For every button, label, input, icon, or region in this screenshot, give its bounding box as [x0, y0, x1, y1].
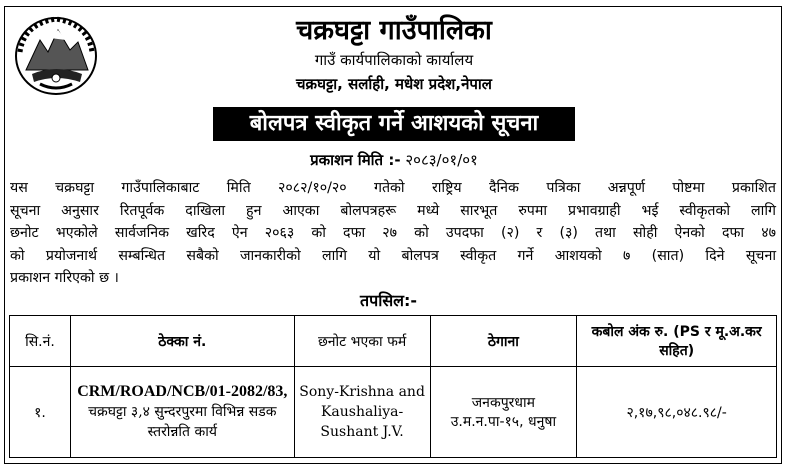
award-table: [9, 315, 777, 458]
contract-code: CRM/ROAD/NCB/01-2082/83,: [77, 383, 288, 400]
address-line-1: जनकपुरधाम: [471, 395, 535, 411]
header-firm: छनोट भएका फर्म: [294, 316, 430, 367]
publish-date-value: २०८३/०१/०१: [405, 151, 478, 169]
body-line: सूचना अनुसार रितपूर्वक दाखिला हुन आएका बोलपत्रहरू मध्ये सारभूत रुपमा प्रभावग्राही भई स्वीकृतको लागि: [10, 202, 776, 219]
office-name: गाउँ कार्यपालिकाको कार्यालय: [314, 51, 474, 69]
cell-address: [430, 367, 577, 458]
publish-date-label: प्रकाशन मिति :-: [310, 151, 401, 169]
cell-amount: २,१७,९८,०४८.९८/-: [577, 367, 777, 458]
address-line-2: उ.म.न.पा-१५, धनुषा: [450, 414, 557, 430]
header-address: ठेगाना: [430, 316, 577, 367]
header-contract: ठेक्का नं.: [70, 316, 294, 367]
cell-sn: १.: [10, 367, 71, 458]
body-line: प्रकाशन गरिएको छ ।: [10, 270, 119, 287]
table-row: [10, 367, 777, 458]
office-address: चक्रघट्टा, सर्लाही, मधेश प्रदेश,नेपाल: [296, 75, 492, 93]
body-line: यस चक्रघट्टा गाउँपालिकाबाट मिति २०८२/१०/२० गतेको राष्ट्रिय दैनिक पत्रिका अन्नपूर्ण पोष्टमा प्रकाशित: [10, 180, 776, 196]
details-heading: तपसिल:-: [360, 291, 418, 310]
municipality-title: चक्रघट्टा गाउँपालिका: [296, 15, 492, 46]
body-line: छनोट भएकोले सार्वजनिक खरिद ऐन २०६३ को दफा २७ को उपदफा (२) र (३) तथा सोही ऐनको दफा ४७: [10, 225, 776, 242]
publish-date-line: [0, 150, 788, 170]
header-amount: कबोल अंक रु. (PS र मू.अ.कर सहित): [577, 316, 777, 367]
contract-description: चक्रघट्टा ३,४ सुन्दरपुरमा विभिन्न सडक स्तरोन्नति कार्य: [88, 404, 277, 440]
header-sn: सि.नं.: [10, 316, 71, 367]
table-header-row: [10, 316, 777, 367]
body-line: को प्रयोजनार्थ सम्बन्धित सबैको जानकारीको लागि यो बोलपत्र स्वीकृत गर्ने आशयको ७ (सात) दिने सूचना: [10, 247, 776, 264]
cell-contract: [70, 367, 294, 458]
notice-body: [10, 177, 776, 290]
cell-firm: Sony-Krishna and Kaushaliya-Sushant J.V.: [294, 367, 430, 458]
notice-title-banner: बोलपत्र स्वीकृत गर्ने आशयको सूचना: [213, 107, 575, 141]
